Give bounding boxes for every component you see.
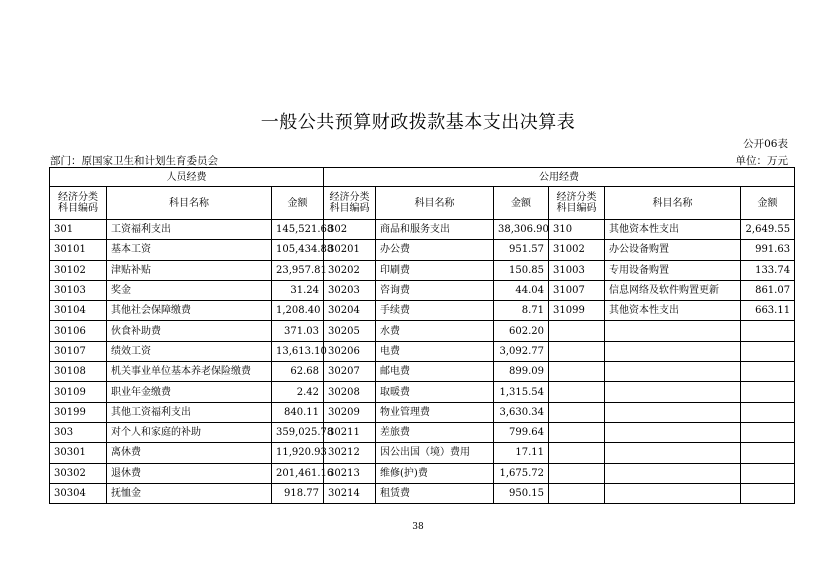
- header-name: 科目名称: [107, 187, 272, 220]
- cell-code: 30101: [50, 240, 107, 260]
- cell-amount: [741, 321, 795, 341]
- table-row: [50, 463, 795, 483]
- cell-name: [605, 382, 741, 402]
- cell-code: 30107: [50, 341, 107, 361]
- cell-code: 30102: [50, 260, 107, 280]
- table-row: [50, 362, 795, 382]
- cell-code: 310: [549, 220, 605, 240]
- table-row: [50, 443, 795, 463]
- cell-code: 30199: [50, 402, 107, 422]
- cell-name: 抚恤金: [107, 483, 272, 503]
- cell-amount: [741, 402, 795, 422]
- cell-amount: 3,092.77: [494, 341, 549, 361]
- header-amount: 金额: [272, 187, 324, 220]
- cell-name: [605, 362, 741, 382]
- cell-amount: 950.15: [494, 483, 549, 503]
- cell-amount: 2,649.55: [741, 220, 795, 240]
- table-row: [50, 280, 795, 300]
- cell-name: 商品和服务支出: [376, 220, 494, 240]
- cell-code: 30208: [324, 382, 376, 402]
- cell-name: 维修(护)费: [376, 463, 494, 483]
- cell-name: [605, 402, 741, 422]
- cell-amount: [741, 422, 795, 442]
- cell-amount: [741, 463, 795, 483]
- header-code: 经济分类 科目编码: [549, 187, 605, 220]
- cell-code: 30204: [324, 301, 376, 321]
- cell-name: 绩效工资: [107, 341, 272, 361]
- cell-code: 30206: [324, 341, 376, 361]
- cell-name: 信息网络及软件购置更新: [605, 280, 741, 300]
- cell-name: [605, 422, 741, 442]
- table-row: [50, 240, 795, 260]
- cell-amount: [741, 443, 795, 463]
- cell-name: [605, 443, 741, 463]
- table-row: [50, 220, 795, 240]
- cell-amount: 62.68: [272, 362, 324, 382]
- cell-code: 30212: [324, 443, 376, 463]
- cell-amount: [741, 341, 795, 361]
- cell-amount: 31.24: [272, 280, 324, 300]
- cell-name: 办公费: [376, 240, 494, 260]
- header-code: 经济分类 科目编码: [50, 187, 107, 220]
- cell-amount: 663.11: [741, 301, 795, 321]
- cell-amount: 145,521.68: [272, 220, 324, 240]
- cell-name: 退休费: [107, 463, 272, 483]
- cell-code: [549, 382, 605, 402]
- cell-code: 30106: [50, 321, 107, 341]
- cell-name: 对个人和家庭的补助: [107, 422, 272, 442]
- cell-code: 30201: [324, 240, 376, 260]
- cell-code: 30304: [50, 483, 107, 503]
- table-row: [50, 260, 795, 280]
- cell-code: 30211: [324, 422, 376, 442]
- header-name: 科目名称: [376, 187, 494, 220]
- cell-amount: 991.63: [741, 240, 795, 260]
- table-row: [50, 402, 795, 422]
- cell-amount: 371.03: [272, 321, 324, 341]
- cell-amount: 38,306.90: [494, 220, 549, 240]
- header-code: 经济分类 科目编码: [324, 187, 376, 220]
- cell-amount: 11,920.93: [272, 443, 324, 463]
- header-amount: 金额: [741, 187, 795, 220]
- cell-amount: [741, 382, 795, 402]
- cell-amount: 840.11: [272, 402, 324, 422]
- cell-amount: 105,434.88: [272, 240, 324, 260]
- cell-amount: 133.74: [741, 260, 795, 280]
- cell-code: 30207: [324, 362, 376, 382]
- table-row: [50, 301, 795, 321]
- cell-amount: 2.42: [272, 382, 324, 402]
- cell-name: [605, 483, 741, 503]
- cell-amount: 918.77: [272, 483, 324, 503]
- cell-amount: 3,630.34: [494, 402, 549, 422]
- cell-code: [549, 463, 605, 483]
- cell-amount: 13,613.10: [272, 341, 324, 361]
- cell-code: 30209: [324, 402, 376, 422]
- cell-code: [549, 483, 605, 503]
- cell-code: [549, 443, 605, 463]
- cell-code: [549, 321, 605, 341]
- cell-name: 离休费: [107, 443, 272, 463]
- cell-name: 其他资本性支出: [605, 301, 741, 321]
- cell-code: 30205: [324, 321, 376, 341]
- cell-code: 30104: [50, 301, 107, 321]
- header-name: 科目名称: [605, 187, 741, 220]
- table-row: [50, 341, 795, 361]
- cell-name: 伙食补助费: [107, 321, 272, 341]
- table-code: 公开06表: [743, 138, 788, 150]
- cell-code: 30203: [324, 280, 376, 300]
- cell-amount: 150.85: [494, 260, 549, 280]
- cell-name: 基本工资: [107, 240, 272, 260]
- cell-code: 30103: [50, 280, 107, 300]
- expenditure-table: [49, 167, 795, 504]
- cell-amount: [741, 362, 795, 382]
- cell-amount: 602.20: [494, 321, 549, 341]
- cell-amount: 1,675.72: [494, 463, 549, 483]
- cell-name: [605, 463, 741, 483]
- cell-amount: 17.11: [494, 443, 549, 463]
- group-header-row: [50, 168, 795, 187]
- cell-code: 30109: [50, 382, 107, 402]
- cell-amount: 201,461.16: [272, 463, 324, 483]
- cell-name: [605, 321, 741, 341]
- cell-code: [549, 341, 605, 361]
- cell-name: 因公出国（境）费用: [376, 443, 494, 463]
- cell-code: 30202: [324, 260, 376, 280]
- cell-code: 30301: [50, 443, 107, 463]
- cell-amount: 1,315.54: [494, 382, 549, 402]
- cell-amount: 23,957.81: [272, 260, 324, 280]
- cell-amount: 861.07: [741, 280, 795, 300]
- cell-name: 机关事业单位基本养老保险缴费: [107, 362, 272, 382]
- cell-name: 其他社会保障缴费: [107, 301, 272, 321]
- cell-code: 31007: [549, 280, 605, 300]
- cell-code: [549, 362, 605, 382]
- cell-amount: 8.71: [494, 301, 549, 321]
- cell-code: 31003: [549, 260, 605, 280]
- cell-name: 工资福利支出: [107, 220, 272, 240]
- cell-amount: 799.64: [494, 422, 549, 442]
- cell-name: 取暖费: [376, 382, 494, 402]
- cell-name: 电费: [376, 341, 494, 361]
- cell-code: 30213: [324, 463, 376, 483]
- cell-name: 物业管理费: [376, 402, 494, 422]
- cell-name: [605, 341, 741, 361]
- cell-name: 专用设备购置: [605, 260, 741, 280]
- cell-name: 邮电费: [376, 362, 494, 382]
- cell-code: 30214: [324, 483, 376, 503]
- table-row: [50, 422, 795, 442]
- cell-code: 303: [50, 422, 107, 442]
- cell-amount: 951.57: [494, 240, 549, 260]
- cell-name: 津贴补贴: [107, 260, 272, 280]
- cell-name: 咨询费: [376, 280, 494, 300]
- cell-amount: 44.04: [494, 280, 549, 300]
- unit-label: 单位：万元: [735, 155, 788, 167]
- cell-name: 印刷费: [376, 260, 494, 280]
- table-row: [50, 321, 795, 341]
- cell-code: 302: [324, 220, 376, 240]
- column-header-row: [50, 187, 795, 220]
- cell-code: [549, 402, 605, 422]
- cell-name: 手续费: [376, 301, 494, 321]
- cell-name: 奖金: [107, 280, 272, 300]
- cell-name: 职业年金缴费: [107, 382, 272, 402]
- table-row: [50, 382, 795, 402]
- cell-code: [549, 422, 605, 442]
- cell-code: 31002: [549, 240, 605, 260]
- cell-name: 租赁费: [376, 483, 494, 503]
- cell-amount: [741, 483, 795, 503]
- page-number: 38: [412, 522, 424, 532]
- cell-code: 31099: [549, 301, 605, 321]
- group-personnel: 人员经费: [50, 168, 324, 187]
- cell-code: 30108: [50, 362, 107, 382]
- cell-name: 其他资本性支出: [605, 220, 741, 240]
- cell-name: 办公设备购置: [605, 240, 741, 260]
- cell-amount: 1,208.40: [272, 301, 324, 321]
- group-public: 公用经费: [324, 168, 795, 187]
- header-amount: 金额: [494, 187, 549, 220]
- cell-amount: 899.09: [494, 362, 549, 382]
- cell-name: 水费: [376, 321, 494, 341]
- cell-amount: 359,025.78: [272, 422, 324, 442]
- cell-code: 301: [50, 220, 107, 240]
- page-title: 一般公共预算财政拨款基本支出决算表: [260, 112, 576, 133]
- department-label: 部门：原国家卫生和计划生育委员会: [50, 155, 218, 167]
- cell-name: 其他工资福利支出: [107, 402, 272, 422]
- table-row: [50, 483, 795, 503]
- cell-code: 30302: [50, 463, 107, 483]
- cell-name: 差旅费: [376, 422, 494, 442]
